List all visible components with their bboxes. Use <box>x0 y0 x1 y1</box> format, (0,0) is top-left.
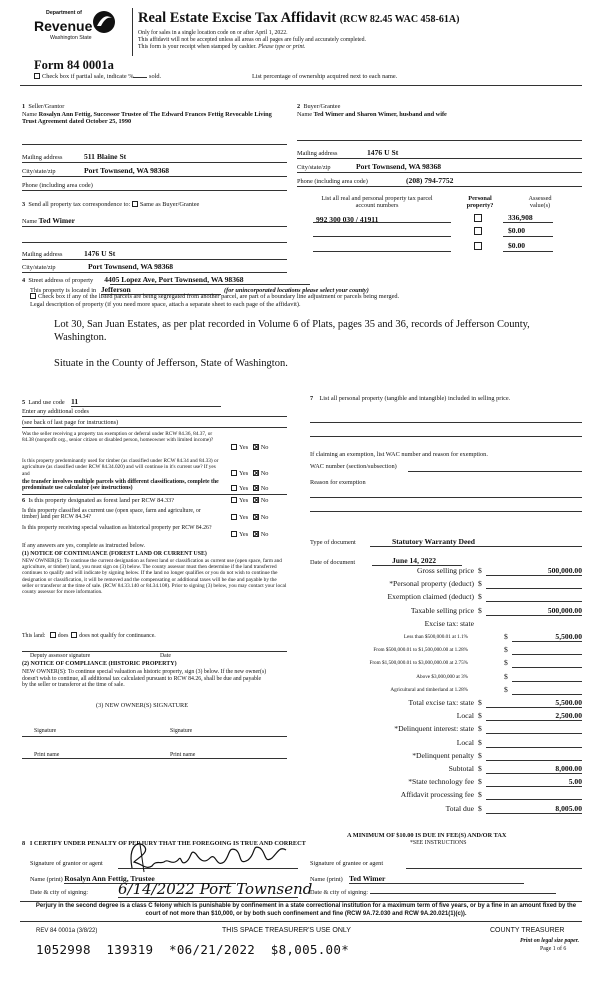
grantee-name-label: Name (print) <box>310 876 343 883</box>
see-instructions-note: *SEE INSTRUCTIONS <box>410 840 467 846</box>
sec5-q2b: the transfer involves multiple parcels with different classifications, complete the predominate use calculator (see instructions) <box>22 479 219 492</box>
assessed-value-3: $0.00 <box>508 241 526 250</box>
grantor-date-row <box>30 889 88 896</box>
tax-row-value <box>486 579 582 589</box>
dor-logo <box>32 8 116 48</box>
does-not-label: does not qualify for continuance. <box>79 633 156 639</box>
form-title <box>138 10 459 27</box>
tax-row-label: *State technology fee <box>408 777 474 786</box>
tax-row-dollar: $ <box>504 645 508 654</box>
street-label: Street address of property <box>28 277 94 284</box>
tax-row-label: Excise tax: state <box>424 619 474 628</box>
assessed-value-2: $0.00 <box>508 226 526 235</box>
seller-name-label: Name <box>22 111 38 118</box>
corr-name-row <box>22 216 75 225</box>
assessed-line-3 <box>503 251 553 252</box>
buyer-name: Ted Wimer and Sharon Wimer, husband and wife <box>313 111 447 118</box>
buyer-phone-label: Phone (including area code) <box>297 178 368 185</box>
tax-row-label: Agricultural and timberland at 1.28% <box>390 687 468 693</box>
note3-text: This form is your receipt when stamped by cashier. <box>138 44 257 50</box>
notice1-title: (1) NOTICE OF CONTINUANCE (FOREST LAND OR CURRENT USE) <box>22 551 207 557</box>
seller-city-label: City/state/zip <box>22 168 56 175</box>
perjury-text: Perjury in the second degree is a class C felony which is punishable by confinement in a state correctional institution for a maximum term of five years, or by a fine in an amount fixed by the court of not more than $10,000, or by both such confinement and fine (RCW 9A.72.030 and RCW 9A.20.021(1)(c)). <box>35 903 577 917</box>
tax-row-label: Above $3,000,000 at 3% <box>416 674 468 680</box>
grantee-name-row <box>310 874 524 884</box>
personal-line-1 <box>310 422 582 423</box>
legal-paper-note <box>520 938 579 944</box>
grantee-sig-label: Signature of grantee or agent <box>310 860 384 867</box>
personal-property-checkbox-3[interactable] <box>474 242 482 250</box>
sec6-q1-row <box>22 497 232 504</box>
tax-row-value <box>512 645 582 655</box>
buyer-name-label: Name <box>297 111 313 118</box>
sec8-num: 8 <box>22 840 26 847</box>
tax-row-value <box>486 724 582 734</box>
sec5-q1-yes-checkbox[interactable] <box>231 444 237 450</box>
sec5-q1-no-checkbox[interactable] <box>253 444 259 450</box>
reason-line-2 <box>310 511 582 512</box>
reason-label: Reason for exemption <box>310 479 366 486</box>
tax-row-value <box>486 592 582 602</box>
partial-sold-label: sold. <box>149 73 162 80</box>
buyer-num: 2 <box>297 103 301 110</box>
sec6-q1: Is this property designated as forest land per RCW 84.33? <box>28 497 175 504</box>
sec6-q3-yes-label: Yes <box>239 531 249 538</box>
additional-codes-label: Enter any additional codes <box>22 408 89 415</box>
same-as-buyer-checkbox[interactable] <box>132 201 138 207</box>
corr-name: Ted Wimer <box>38 216 75 225</box>
seller-mailing-line <box>22 162 287 163</box>
sec6-q2-yes-checkbox[interactable] <box>231 514 237 520</box>
sec6-q3-no-checkbox[interactable] <box>253 531 259 537</box>
seller-mailing-label: Mailing address <box>22 154 63 161</box>
tax-row-dollar: $ <box>478 724 482 733</box>
tax-row-value: 8,000.00 <box>486 764 582 774</box>
sec6-q3-no-label: No <box>260 531 269 538</box>
additional-codes-line <box>22 416 287 417</box>
buyer-city-label: City/state/zip <box>297 164 331 171</box>
notice2-text: NEW OWNER(S): To continue special valuation as historic property, sign (3) below. If the new owner(s) doesn't wish to continue, all additional tax calculated pursuant to RCW 84.26, shall be due and payable by the seller or transferor at the time of sale. <box>22 669 267 689</box>
tax-row-label: Total excise tax: state <box>408 698 474 707</box>
grantor-name: Rosalyn Ann Fettig, Trustee <box>64 874 236 884</box>
sec6-q1-no-checkbox[interactable] <box>253 497 259 503</box>
legal-label: Legal description of property (if you need more space, attach a separate sheet to each page of the affidavit). <box>30 301 301 308</box>
tax-row-label: From $500,000.01 to $1,500,000.00 at 1.28% <box>373 647 468 653</box>
logo-revenue: Revenue <box>34 18 93 34</box>
assessed-line-1 <box>503 222 553 223</box>
tax-row-dollar: $ <box>478 804 482 813</box>
rev-number: REV 84 0001a (3/8/22) <box>36 928 98 934</box>
header-note-2: This affidavit will not be accepted unless all areas on all pages are fully and accurately completed. <box>138 37 366 43</box>
sec5-q2b-yes-checkbox[interactable] <box>231 485 237 491</box>
tax-row-dollar: $ <box>478 764 482 773</box>
tax-row-dollar: $ <box>504 658 508 667</box>
notice1-text: NEW OWNER(S): To continue the current designation as forest land or classification as current use (open space, farm and agriculture, or timber) land, you must sign on (3) below. The county assessor must then determine if the land transferred continues to qualify and will indicate by signing below. If the land no longer qualifies or you do not wish to continue the designation or classification, it will be removed and the compensating or additional taxes will be due and payable by the seller or transferor at the time of sale. (RCW 84.33.140 or 84.34.108). Prior to signing (3) below, you may contact your local county assessor for more information. <box>22 558 287 596</box>
tax-row-value <box>512 672 582 682</box>
tax-row-value: 5,500.00 <box>486 698 582 708</box>
tax-row-value: 5.00 <box>486 777 582 787</box>
tax-row-label: Total due <box>445 804 474 813</box>
corr-heading <box>22 201 199 208</box>
sec5-q1-answer <box>231 444 268 451</box>
sec7-heading-text: List all personal property (tangible and intangible) included in selling price. <box>319 395 511 402</box>
sec6-q2-no-label: No <box>260 514 269 521</box>
legal-description-1: Lot 30, San Juan Estates, as per plat recorded in Volume 6 of Plats, pages 35 and 36, records of Jefferson County, Washington. <box>54 319 530 343</box>
property-num: 4 <box>22 277 26 284</box>
tax-row-dollar: $ <box>478 566 482 575</box>
codes-note: (see back of last page for instructions) <box>22 419 119 426</box>
street-row <box>22 275 244 284</box>
tax-row-dollar: $ <box>478 698 482 707</box>
codes-note-line <box>22 427 287 428</box>
seller-phone-line <box>22 190 287 191</box>
legal-paper-text: Print on legal size paper. <box>520 938 580 944</box>
seller-city-line <box>22 176 287 177</box>
sec5-q2-answer <box>231 470 268 477</box>
owner-sig-label-2: Signature <box>170 728 193 734</box>
owner-print-label-2: Print name <box>170 752 196 758</box>
parcel-line-1 <box>313 222 451 223</box>
located-note: (for unincorporated locations please select your county) <box>224 287 369 294</box>
header-note-1: Only for sales in a single location code on or after April 1, 2022. <box>138 30 288 36</box>
grantee-sig-line <box>406 868 582 869</box>
grantor-sig-label: Signature of grantor or agent <box>30 860 103 867</box>
corr-name-label: Name <box>22 218 38 225</box>
note3-type: Please type or print. <box>258 44 306 50</box>
sec5-num: 5 <box>22 399 26 406</box>
corr-name-line <box>22 226 287 227</box>
sec6-q1-yes-label: Yes <box>239 497 249 504</box>
seller-name-block <box>22 111 287 126</box>
exemption-claim-label: If claiming an exemption, list WAC number and reason for exemption. <box>310 451 488 458</box>
grantor-date-line <box>118 897 298 898</box>
partial-sale-row <box>34 73 161 80</box>
tax-row-dollar: $ <box>478 790 482 799</box>
tax-row-dollar: $ <box>504 672 508 681</box>
sec6-q2: Is this property classified as current use (open space, farm and agriculture, or timber) land per RCW 84.34? <box>22 508 201 521</box>
street-address: 4405 Lopez Ave, Port Townsend, WA 98368 <box>104 275 244 284</box>
tax-row-label: *Delinquent interest: state <box>394 724 474 733</box>
parcel-line-2 <box>313 236 451 237</box>
perjury-top-rule <box>20 901 582 902</box>
tax-row-label: *Personal property (deduct) <box>389 579 474 588</box>
tax-row-value: 500,000.00 <box>486 606 582 616</box>
this-land-label: This land: <box>22 633 46 639</box>
corr-mailing-label: Mailing address <box>22 251 63 258</box>
tax-row-dollar: $ <box>478 592 482 601</box>
buyer-city: Port Townsend, WA 98368 <box>356 162 442 171</box>
tax-row-dollar: $ <box>504 685 508 694</box>
tax-row-label: Subtotal <box>448 764 474 773</box>
does-not-checkbox[interactable] <box>71 632 77 638</box>
personal-line-2 <box>310 436 582 437</box>
corr-city-line <box>22 272 287 273</box>
same-as-buyer-label: Same as Buyer/Grantee <box>139 201 200 208</box>
deputy-sig-label: Deputy assessor signature <box>30 653 91 659</box>
buyer-phone-line <box>297 186 582 187</box>
buyer-mailing: 1476 U St <box>367 148 399 157</box>
doc-type-label: Type of document <box>310 539 356 546</box>
land-use-row <box>22 397 221 407</box>
doc-type: Statutory Warranty Deed <box>392 537 475 546</box>
seller-name: Rosalyn Ann Fettig, Successor Trustee of The Edward Frances Fettig Revocable Living Trust Agreement dated October 25, 1990 <box>22 111 272 126</box>
corr-blank-line <box>22 242 287 243</box>
tax-row-label: Less than $500,000.01 at 1.1% <box>403 634 468 640</box>
assessed-col-header: Assessed value(s) <box>528 195 552 210</box>
sec5-q2b-yes-label: Yes <box>239 485 249 492</box>
tax-row-value: 500,000.00 <box>486 566 582 576</box>
tax-row-value <box>486 751 582 761</box>
wac-label: WAC number (section/subsection) <box>310 463 397 470</box>
owner-sig-label-1: Signature <box>34 728 57 734</box>
partial-sale-checkbox[interactable] <box>34 73 40 79</box>
deputy-sig-line <box>22 651 287 652</box>
buyer-city-line <box>297 172 582 173</box>
grantee-date-row <box>310 889 556 896</box>
corr-heading-text: Send all property tax correspondence to: <box>28 201 131 208</box>
certify-text: I CERTIFY UNDER PENALTY OF PERJURY THAT THE FOREGOING IS TRUE AND CORRECT <box>29 840 306 847</box>
grantor-name-label: Name (print) <box>30 876 63 883</box>
does-label: does <box>57 633 69 639</box>
if-yes-note: If any answers are yes, complete as instructed below. <box>22 543 145 549</box>
corr-num: 3 <box>22 201 26 208</box>
tax-row-dollar: $ <box>504 632 508 641</box>
tax-row-dollar: $ <box>478 579 482 588</box>
grantee-date-label: Date & city of signing: <box>310 889 369 896</box>
personal-col-header: Personal property? <box>466 195 494 210</box>
corr-mailing: 1476 U St <box>84 249 116 258</box>
located-label: This property is located in <box>30 287 97 294</box>
sec5-q1: Was the seller receiving a property tax exemption or deferral under RCW 84.36, 84.37, or 84.38 (nonprofit org., senior citizen or disabled person, homeowner with limited income)? <box>22 431 214 444</box>
tax-row-dollar: $ <box>478 738 482 747</box>
tax-row-label: Local <box>456 711 474 720</box>
this-land-row <box>22 632 156 639</box>
seller-num: 1 <box>22 103 26 110</box>
buyer-heading-text: Buyer/Grantee <box>303 103 341 110</box>
grantor-signature-image <box>120 836 310 876</box>
tax-row-label: From $1,500,000.01 to $3,000,000.00 at 2.75% <box>369 660 468 666</box>
header-rule <box>20 85 582 86</box>
parcel-number-1: 992 300 030 / 41911 <box>316 215 379 224</box>
sec7-num: 7 <box>310 395 314 402</box>
form-number: Form 84 0001a <box>34 58 114 72</box>
tax-row-value: 8,005.00 <box>486 804 582 814</box>
minimum-due-note: A MINIMUM OF $10.00 IS DUE IN FEE(S) AND/OR TAX <box>347 832 507 839</box>
header-divider <box>132 8 133 56</box>
doc-date-label: Date of document <box>310 559 356 566</box>
segregated-row <box>30 293 399 300</box>
washington-swoosh-icon <box>92 10 116 34</box>
seller-heading <box>22 103 64 110</box>
tax-row-value <box>512 685 582 695</box>
ownership-note: List percentage of ownership acquired next to each name. <box>252 73 398 80</box>
sec5-q2-no-checkbox[interactable] <box>253 470 259 476</box>
seller-city: Port Townsend, WA 98368 <box>84 166 170 175</box>
corr-mailing-line <box>22 259 287 260</box>
parcel-line-3 <box>313 251 451 252</box>
reason-line-1 <box>310 497 582 498</box>
sec6-q2-no-checkbox[interactable] <box>253 514 259 520</box>
tax-row-value <box>486 790 582 800</box>
cashier-stamp: 1052998 139319 *06/21/2022 $8,005.00* <box>36 942 350 957</box>
land-use-code: 11 <box>71 397 221 407</box>
tax-row-label: Exemption claimed (deduct) <box>387 592 474 601</box>
sec6-q2-yes-label: Yes <box>239 514 249 521</box>
doc-date: June 14, 2022 <box>392 556 437 565</box>
segregated-checkbox[interactable] <box>30 293 36 299</box>
tax-row-dollar: $ <box>478 711 482 720</box>
sec5-bottom-line <box>22 494 287 495</box>
tax-row-value: 5,500.00 <box>512 632 582 642</box>
tax-row-value <box>486 738 582 748</box>
sec5-q1-yes-label: Yes <box>239 444 249 451</box>
sec5-q2: Is this property predominantly used for timber (as classified under RCW 84.34 and 84.33) or agriculture (as classified under RCW 84.34.020) and will continue in it's current use? If yes and <box>22 458 219 477</box>
segregated-label: Check box if any of the listed parcels are being segregated from another parcel, are part of a boundary line adjustment or parcels being merged. <box>38 293 400 300</box>
title-text: Real Estate Excise Tax Affidavit <box>138 10 337 26</box>
owner-print-line <box>22 758 287 759</box>
tax-row-dollar: $ <box>478 751 482 760</box>
located-county: Jefferson <box>101 285 221 295</box>
owner-sig-line <box>22 736 287 737</box>
tax-row-label: *Delinquent penalty <box>412 751 474 760</box>
buyer-name-line <box>297 140 582 141</box>
tax-row-label: Local <box>456 738 474 747</box>
grantee-name: Ted Wimer <box>349 874 524 884</box>
owners-signature-heading: (3) NEW OWNER(S) SIGNATURE <box>96 702 189 709</box>
grantor-date-handwritten: 6/14/2022 Port Townsend <box>118 880 313 898</box>
sec5-q2-yes-label: Yes <box>239 470 249 477</box>
sec6-num: 6 <box>22 497 26 504</box>
seller-mailing: 511 Blaine St <box>84 152 127 161</box>
sec6-q3-answer <box>231 531 268 538</box>
corr-city: Port Townsend, WA 98368 <box>88 262 174 271</box>
sec5-q2b-no-label: No <box>260 485 269 492</box>
tax-row-dollar: $ <box>478 777 482 786</box>
parcel-col-header: List all real and personal property tax parcel account numbers <box>321 195 433 210</box>
assessed-line-2 <box>503 236 553 237</box>
sec6-q1-no-label: No <box>260 497 269 504</box>
owner-print-label-1: Print name <box>34 752 60 758</box>
notice2-title: (2) NOTICE OF COMPLIANCE (HISTORIC PROPERTY) <box>22 661 177 667</box>
grantor-date-label: Date & city of signing: <box>30 889 89 896</box>
deputy-date-label: Date <box>160 653 171 659</box>
doc-type-line <box>370 546 582 547</box>
tax-row-value: 2,500.00 <box>486 711 582 721</box>
sec6-q2-answer <box>231 514 268 521</box>
sec6-q1-yes-checkbox[interactable] <box>231 497 237 503</box>
tax-row-label: Affidavit processing fee <box>400 790 474 799</box>
tax-row-label: Gross selling price <box>417 566 474 575</box>
wac-line <box>408 471 582 472</box>
sec5-q2b-no-checkbox[interactable] <box>253 485 259 491</box>
sec6-q3: Is this property receiving special valuation as historical property per RCW 84.26? <box>22 525 212 531</box>
logo-dept-line: Department of <box>46 10 82 16</box>
page-number: Page 1 of 6 <box>540 946 567 952</box>
corr-city-label: City/state/zip <box>22 264 56 271</box>
partial-sale-label: Check box if partial sale, indicate % <box>42 73 134 80</box>
buyer-mailing-line <box>297 158 582 159</box>
buyer-heading <box>297 103 340 110</box>
buyer-mailing-label: Mailing address <box>297 150 338 157</box>
buyer-name-block <box>297 111 582 118</box>
sec5-q2b-answer <box>231 485 268 492</box>
buyer-phone: (208) 794-7752 <box>406 176 454 185</box>
perjury-bottom-rule <box>20 921 582 922</box>
assessed-value-1: 336,908 <box>508 213 533 222</box>
does-checkbox[interactable] <box>50 632 56 638</box>
personal-property-checkbox-1[interactable] <box>474 214 482 222</box>
tax-row-value <box>512 658 582 668</box>
seller-name-line <box>22 144 287 145</box>
land-use-label: Land use code <box>28 399 65 406</box>
tax-row-dollar: $ <box>478 606 482 615</box>
seller-heading-text: Seller/Grantor <box>28 103 65 110</box>
county-treasurer: COUNTY TREASURER <box>490 927 565 934</box>
sec6-q1-answer <box>231 497 268 504</box>
header-note-3 <box>138 44 305 50</box>
sec5-q1-no-label: No <box>260 444 269 451</box>
sec7-heading <box>310 395 582 402</box>
sec5-q2-no-label: No <box>260 470 269 477</box>
title-rcw: (RCW 82.45 WAC 458-61A) <box>339 14 460 25</box>
tax-row-label: Taxable selling price <box>410 606 474 615</box>
seller-phone-label: Phone (including area code) <box>22 182 93 189</box>
logo-state: Washington State <box>50 35 92 41</box>
sec6-q3-yes-checkbox[interactable] <box>231 531 237 537</box>
treasurer-use-note: THIS SPACE TREASURER'S USE ONLY <box>222 927 351 934</box>
personal-property-checkbox-2[interactable] <box>474 227 482 235</box>
legal-description-2: Situate in the County of Jefferson, State of Washington. <box>54 358 288 369</box>
sec5-q2-yes-checkbox[interactable] <box>231 470 237 476</box>
